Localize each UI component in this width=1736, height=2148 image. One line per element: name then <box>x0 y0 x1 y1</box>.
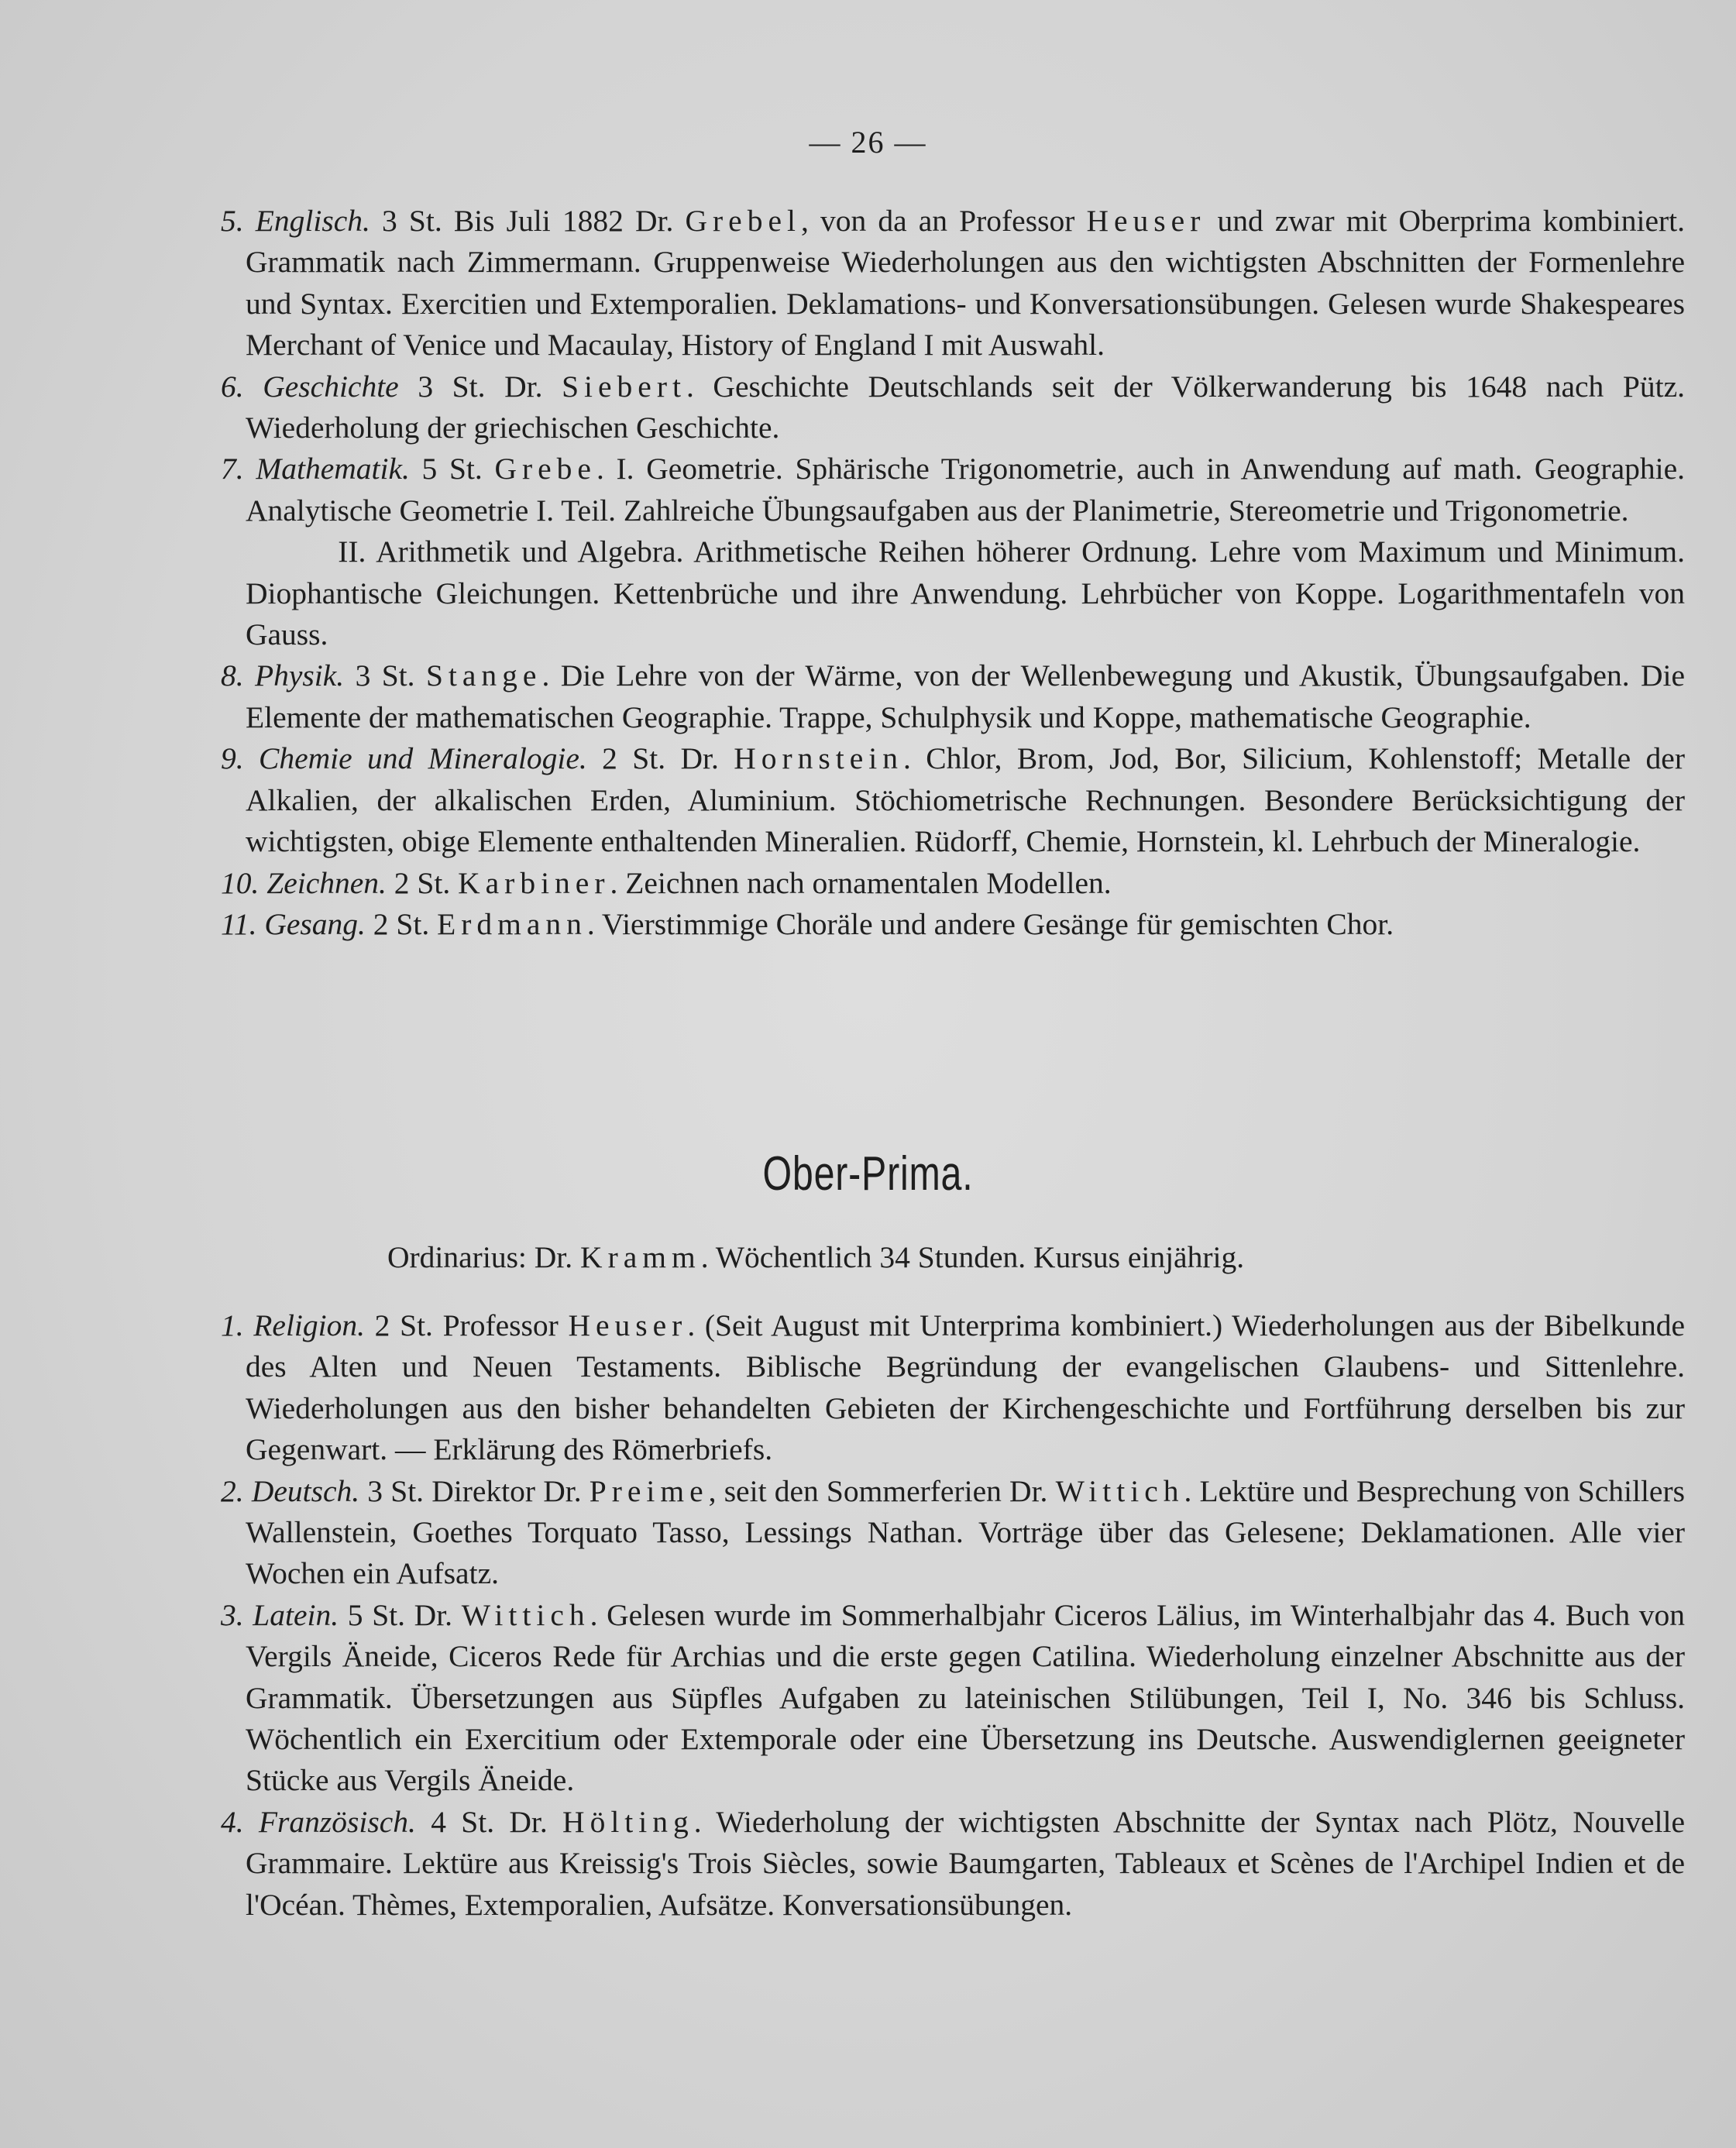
subject-name: Französisch. <box>258 1804 416 1839</box>
subject-entry <box>221 655 1685 738</box>
entry-text: . Lektüre und Besprechung von Schillers Wallenstein, Goethes Torquato Tasso, Lessings Nathan. Vorträge über das Gelesene; Deklamationen. Alle vier Wochen ein Aufsatz. <box>246 1473 1685 1591</box>
teacher-name: Heuser <box>1086 204 1206 238</box>
entry-text: . Geschichte Deutschlands seit der Völkerwanderung bis 1648 nach Pütz. Wiederholung der griechischen Geschichte. <box>246 369 1686 445</box>
entry-text: 2 St. <box>386 865 459 900</box>
teacher-name: Heuser <box>568 1308 688 1342</box>
entry-number: 7. <box>221 452 244 486</box>
entry-text: II. Arithmetik und Algebra. Arithmetische Reihen höherer Ordnung. Lehre vom Maximum und Minimum. Diophantische Gleichungen. Kettenbrüche und ihre Anwendung. Lehrbücher von Koppe. Logarithmentafeln von Gauss. <box>246 534 1685 652</box>
teacher-name: Erdmann <box>437 906 587 941</box>
subject-name: Chemie und Mineralogie. <box>259 741 587 776</box>
subject-name: Mathematik. <box>256 452 410 486</box>
subject-name: Englisch. <box>255 204 370 238</box>
subject-entry <box>221 366 1685 449</box>
subject-name: Geschichte <box>263 369 399 404</box>
entry-number: 3. <box>221 1597 244 1632</box>
teacher-name: Stange <box>425 658 542 693</box>
subject-entry <box>221 1471 1685 1595</box>
subject-name: Zeichnen. <box>266 865 387 900</box>
ordinarius-suffix: . Wöchentlich 34 Stunden. Kursus einjährig. <box>700 1240 1245 1274</box>
subject-entry <box>221 1595 1685 1802</box>
teacher-name: Grebe <box>494 452 596 486</box>
subject-entry <box>221 1305 1685 1471</box>
subject-entry <box>221 1802 1685 1926</box>
curriculum-section-unterprima <box>221 201 1685 945</box>
entry-text: 4 St. Dr. <box>415 1804 563 1839</box>
entry-text: 3 St. <box>344 658 426 693</box>
entry-text: . (Seit August mit Unterprima kombiniert.) Wiederholungen aus der Bibelkunde des Alten und Neuen Testaments. Biblische Begründung der evangelischen Glaubens- und Sittenlehre. Wiederholungen aus den bisher behandelten Gebieten der Kirchengeschichte und Fortführung derselben bis zur Gegenwart. — Erklärung des Römerbriefs. <box>246 1308 1685 1467</box>
entry-number: 4. <box>221 1804 244 1839</box>
subject-name: Deutsch. <box>251 1473 360 1508</box>
subject-entry <box>221 863 1685 904</box>
teacher-name: Wittich <box>1055 1473 1184 1508</box>
entry-number: 11. <box>221 906 257 941</box>
subject-entry <box>221 738 1685 862</box>
ordinarius-name: Kramm <box>580 1240 701 1274</box>
entry-number: 2. <box>221 1473 244 1508</box>
entry-text: . Vierstimmige Choräle und andere Gesänge für gemischten Chor. <box>586 906 1394 941</box>
entry-text: 3 St. Direktor Dr. <box>359 1473 590 1508</box>
page-number: — 26 — <box>809 125 927 160</box>
entry-text: 2 St. <box>365 906 438 941</box>
subject-name: Latein. <box>253 1597 339 1632</box>
entry-text: . Die Lehre von der Wärme, von der Wellenbewegung und Akustik, Übungsaufgaben. Die Elemente der mathematischen Geographie. Trappe, Schulphysik und Koppe, mathematische Geographie. <box>246 658 1685 734</box>
entry-text: . Chlor, Brom, Jod, Bor, Silicium, Kohlenstoff; Metalle der Alkalien, der alkalischen Erden, Aluminium. Stöchiometrische Rechnungen. Besondere Berücksichtigung der wichtigsten, obige Elemente enthaltenden Mineralien. Rüdorff, Chemie, Hornstein, kl. Lehrbuch der Mineralogie. <box>246 741 1685 859</box>
entry-text: 3 St. Bis Juli 1882 Dr. <box>370 204 686 238</box>
teacher-name: Hornstein <box>734 741 903 776</box>
subject-entry <box>221 904 1685 945</box>
entry-text: 3 St. Dr. <box>398 369 562 404</box>
teacher-name: Grebel <box>685 204 801 238</box>
entry-text: . Gelesen wurde im Sommerhalbjahr Ciceros Lälius, im Winterhalbjahr das 4. Buch von Vergils Äneide, Ciceros Rede für Archias und die erste gegen Catilina. Wiederholung einzelner Abschnitte aus der Grammatik. Übersetzungen aus Süpfles Aufgaben zu lateinischen Stilübungen, Teil I, No. 346 bis Schluss. Wöchentlich ein Exercitium oder Extemporale oder eine Übersetzung ins Deutsche. Auswendiglernen geeigneter Stücke aus Vergils Äneide. <box>246 1597 1685 1798</box>
section-heading-ober-prima: Ober-Prima. <box>762 1147 974 1201</box>
teacher-name: Hölting <box>562 1804 694 1839</box>
entry-text: 2 St. Professor <box>365 1308 569 1342</box>
entry-number: 9. <box>221 741 244 776</box>
entry-text: . Zeichnen nach ornamentalen Modellen. <box>610 865 1112 900</box>
subject-name: Religion. <box>253 1308 366 1342</box>
subject-name: Physik. <box>255 658 345 693</box>
entry-text: , seit den Sommerferien Dr. <box>708 1473 1056 1508</box>
entry-number: 10. <box>221 865 260 900</box>
entry-text: . Wiederholung der wichtigsten Abschnitte der Syntax nach Plötz, Nouvelle Grammaire. Lektüre aus Kreissig's Trois Siècles, sowie Baumgarten, Tableaux et Scènes de l'Archipel Indien et de l'Océan. Thèmes, Extemporalien, Aufsätze. Konversationsübungen. <box>246 1804 1685 1922</box>
subject-entry <box>221 449 1685 531</box>
entry-number: 8. <box>221 658 244 693</box>
ordinarius-line <box>387 1239 1244 1275</box>
teacher-name: Preime <box>589 1473 709 1508</box>
teacher-name: Wittich <box>461 1597 590 1632</box>
teacher-name: Karbiner <box>458 865 610 900</box>
curriculum-section-oberprima <box>221 1305 1685 1926</box>
entry-number: 6. <box>221 369 244 404</box>
entry-text: , von da an Professor <box>800 204 1087 238</box>
entry-text: 2 St. Dr. <box>586 741 734 776</box>
entry-text: 5 St. <box>409 452 495 486</box>
entry-text: 5 St. Dr. <box>339 1597 462 1632</box>
ordinarius-prefix: Ordinarius: Dr. <box>387 1240 581 1274</box>
subject-name: Gesang. <box>264 906 366 941</box>
subject-entry <box>221 201 1685 366</box>
entry-number: 1. <box>221 1308 244 1342</box>
teacher-name: Siebert <box>562 369 686 404</box>
subject-entry <box>221 531 1685 655</box>
entry-number: 5. <box>221 204 244 238</box>
entry-text: . I. Geometrie. Sphärische Trigonometrie, auch in Anwendung auf math. Geographie. Analytische Geometrie I. Teil. Zahlreiche Übungsaufgaben aus der Planimetrie, Stereometrie und Trigonometrie. <box>246 452 1686 528</box>
entry-text: und zwar mit Oberprima kombiniert. Grammatik nach Zimmermann. Gruppenweise Wiederholungen aus den wichtigsten Abschnitten der Formenlehre und Syntax. Exercitien und Extemporalien. Deklamations- und Konversationsübungen. Gelesen wurde Shakespeares Merchant of Venice und Macaulay, History of England I mit Auswahl. <box>246 204 1685 363</box>
